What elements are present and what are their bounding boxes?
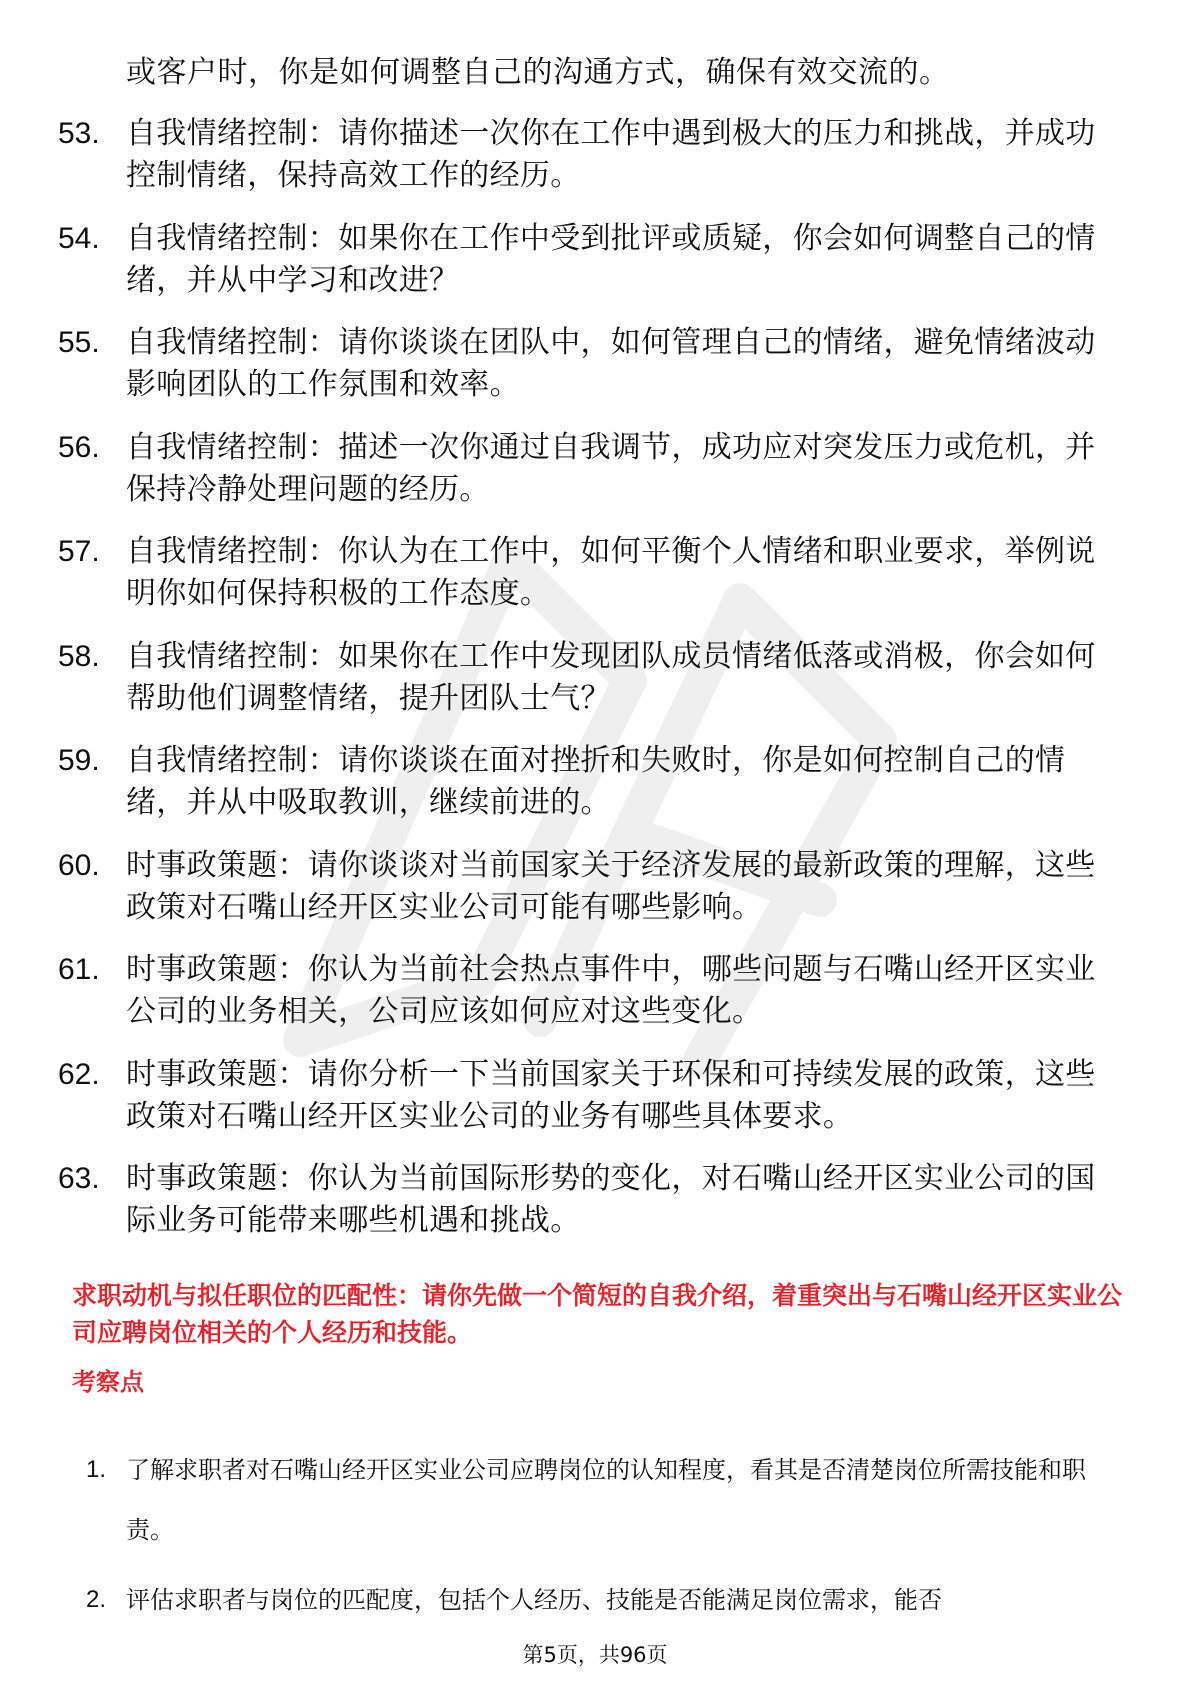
question-number: 59. xyxy=(58,744,100,777)
question-text: 自我情绪控制：描述一次你通过自我调节，成功应对突发压力或危机，并保持冷静处理问题的经历。 xyxy=(126,429,1096,507)
question-text: 自我情绪控制：请你谈谈在面对挫折和失败时，你是如何控制自己的情绪，并从中吸取教训，继续前进的。 xyxy=(126,743,1066,820)
question-text: 自我情绪控制：请你谈谈在团队中，如何管理自己的情绪，避免情绪波动影响团队的工作氛围和效率。 xyxy=(126,325,1096,402)
assessment-point xyxy=(86,1440,1126,1560)
point-text: 评估求职者与岗位的匹配度，包括个人经历、技能是否能满足岗位需求，能否 xyxy=(126,1586,942,1614)
question-number: 56. xyxy=(58,430,100,464)
assessment-point xyxy=(86,1570,1126,1630)
question-number: 55. xyxy=(58,326,100,359)
assessment-points-list xyxy=(86,1440,1126,1640)
question-text: 时事政策题：请你谈谈对当前国家关于经济发展的最新政策的理解，这些政策对石嘴山经开区实业公司可能有哪些影响。 xyxy=(126,847,1096,925)
question-item xyxy=(58,1158,1118,1263)
question-item xyxy=(58,322,1118,427)
question-item xyxy=(58,636,1118,741)
question-item xyxy=(58,949,1118,1054)
question-number: 63. xyxy=(58,1162,100,1195)
question-item xyxy=(58,740,1118,845)
question-item xyxy=(58,113,1118,218)
point-number: 1. xyxy=(86,1456,107,1483)
continuation-line: 或客户时，你是如何调整自己的沟通方式，确保有效交流的。 xyxy=(126,55,950,90)
question-item xyxy=(58,218,1118,323)
question-text: 自我情绪控制：请你描述一次你在工作中遇到极大的压力和挑战，并成功控制情绪，保持高效工作的经历。 xyxy=(126,116,1096,193)
question-list xyxy=(58,113,1118,1263)
question-text: 自我情绪控制：如果你在工作中发现团队成员情绪低落或消极，你会如何帮助他们调整情绪，提升团队士气？ xyxy=(126,638,1096,716)
question-number: 58. xyxy=(58,639,100,673)
question-text: 自我情绪控制：你认为在工作中，如何平衡个人情绪和职业要求，举例说明你如何保持积极的工作态度。 xyxy=(126,534,1096,611)
point-text: 了解求职者对石嘴山经开区实业公司应聘岗位的认知程度，看其是否清楚岗位所需技能和职责。 xyxy=(126,1456,1086,1544)
question-text: 时事政策题：请你分析一下当前国家关于环保和可持续发展的政策，这些政策对石嘴山经开区实业公司的业务有哪些具体要求。 xyxy=(126,1056,1096,1134)
page-footer: 第5页，共96页 xyxy=(522,1643,668,1667)
section-heading: 求职动机与拟任职位的匹配性：请你先做一个简短的自我介绍，着重突出与石嘴山经开区实业公司应聘岗位相关的个人经历和技能。 xyxy=(72,1281,1123,1347)
question-item xyxy=(58,427,1118,532)
point-number: 2. xyxy=(86,1586,107,1613)
question-text: 自我情绪控制：如果你在工作中受到批评或质疑，你会如何调整自己的情绪，并从中学习和改进？ xyxy=(126,220,1096,298)
question-item xyxy=(58,1054,1118,1159)
question-item xyxy=(58,845,1118,950)
question-number: 61. xyxy=(58,953,100,986)
assessment-points-label: 考察点 xyxy=(72,1368,144,1396)
question-item xyxy=(58,531,1118,636)
question-number: 53. xyxy=(58,117,100,150)
question-number: 54. xyxy=(58,221,100,255)
question-number: 62. xyxy=(58,1057,100,1091)
question-text: 时事政策题：你认为当前国际形势的变化，对石嘴山经开区实业公司的国际业务可能带来哪些机遇和挑战。 xyxy=(126,1161,1096,1238)
question-number: 60. xyxy=(58,848,100,882)
question-text: 时事政策题：你认为当前社会热点事件中，哪些问题与石嘴山经开区实业公司的业务相关，公司应该如何应对这些变化。 xyxy=(126,952,1096,1029)
question-number: 57. xyxy=(58,535,100,568)
